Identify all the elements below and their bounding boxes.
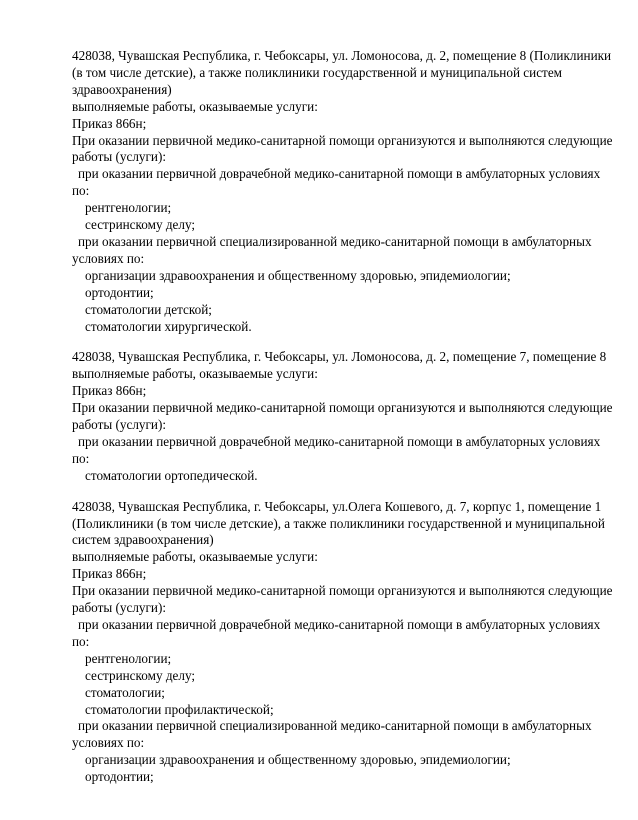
text-line: работы (услуги):: [72, 417, 167, 433]
text-line: условиях по:: [72, 735, 145, 751]
text-line: ортодонтии;: [85, 284, 154, 300]
text-line: Приказ 866н;: [72, 115, 147, 131]
text-line: сестринскому делу;: [85, 667, 196, 683]
text-line: Приказ 866н;: [72, 383, 147, 399]
address-section: [72, 499, 612, 786]
text-line: по:: [72, 183, 90, 199]
text-line: рентгенологии;: [85, 200, 172, 216]
text-line: стоматологии хирургической.: [85, 318, 252, 334]
text-line: организации здравоохранения и общественному здоровью, эпидемиологии;: [85, 752, 511, 768]
address-section: [72, 48, 612, 335]
text-line: сестринскому делу;: [85, 217, 196, 233]
text-line: выполняемые работы, оказываемые услуги:: [72, 98, 318, 114]
text-line: Приказ 866н;: [72, 566, 147, 582]
text-line: (в том числе детские), а также поликлиники государственной и муниципальной систем: [72, 64, 563, 80]
text-line: при оказании первичной доврачебной медико-санитарной помощи в амбулаторных условиях: [78, 617, 601, 632]
document-page: [72, 48, 612, 800]
text-line: по:: [72, 633, 90, 649]
text-line: при оказании первичной доврачебной медико-санитарной помощи в амбулаторных условиях: [78, 166, 601, 182]
text-line: при оказании первичной доврачебной медико-санитарной помощи в амбулаторных условиях: [78, 433, 601, 449]
text-line: стоматологии ортопедической.: [85, 467, 258, 483]
text-line: здравоохранения): [72, 81, 172, 97]
text-line: работы (услуги):: [72, 149, 167, 165]
text-line: систем здравоохранения): [72, 532, 214, 548]
text-line: стоматологии профилактической;: [85, 701, 274, 717]
text-line: При оказании первичной медико-санитарной помощи организуются и выполняются следующие: [72, 400, 613, 416]
address-section: [72, 349, 612, 484]
text-line: 428038, Чувашская Республика, г. Чебоксары, ул.Олега Кошевого, д. 7, корпус 1, помещение 1: [72, 498, 602, 514]
text-line: 428038, Чувашская Республика, г. Чебоксары, ул. Ломоносова, д. 2, помещение 8 (Поликлиники: [72, 48, 612, 63]
text-line: (Поликлиники (в том числе детские), а также поликлиники государственной и муниципальной: [72, 515, 605, 531]
text-line: при оказании первичной специализированной медико-санитарной помощи в амбулаторных: [78, 233, 592, 249]
text-line: работы (услуги):: [72, 600, 167, 616]
text-line: стоматологии детской;: [85, 301, 212, 317]
text-line: по:: [72, 450, 90, 466]
text-line: выполняемые работы, оказываемые услуги:: [72, 366, 318, 382]
text-line: выполняемые работы, оказываемые услуги:: [72, 549, 318, 565]
text-line: рентгенологии;: [85, 650, 172, 666]
text-line: условиях по:: [72, 250, 145, 266]
text-line: При оказании первичной медико-санитарной помощи организуются и выполняются следующие: [72, 132, 613, 148]
text-line: стоматологии;: [85, 684, 165, 700]
text-line: при оказании первичной специализированной медико-санитарной помощи в амбулаторных: [78, 718, 592, 734]
text-line: 428038, Чувашская Республика, г. Чебоксары, ул. Ломоносова, д. 2, помещение 7, помещение 8: [72, 349, 607, 365]
text-line: При оказании первичной медико-санитарной помощи организуются и выполняются следующие: [72, 583, 613, 599]
text-line: ортодонтии;: [85, 769, 154, 785]
text-line: организации здравоохранения и общественному здоровью, эпидемиологии;: [85, 267, 511, 283]
